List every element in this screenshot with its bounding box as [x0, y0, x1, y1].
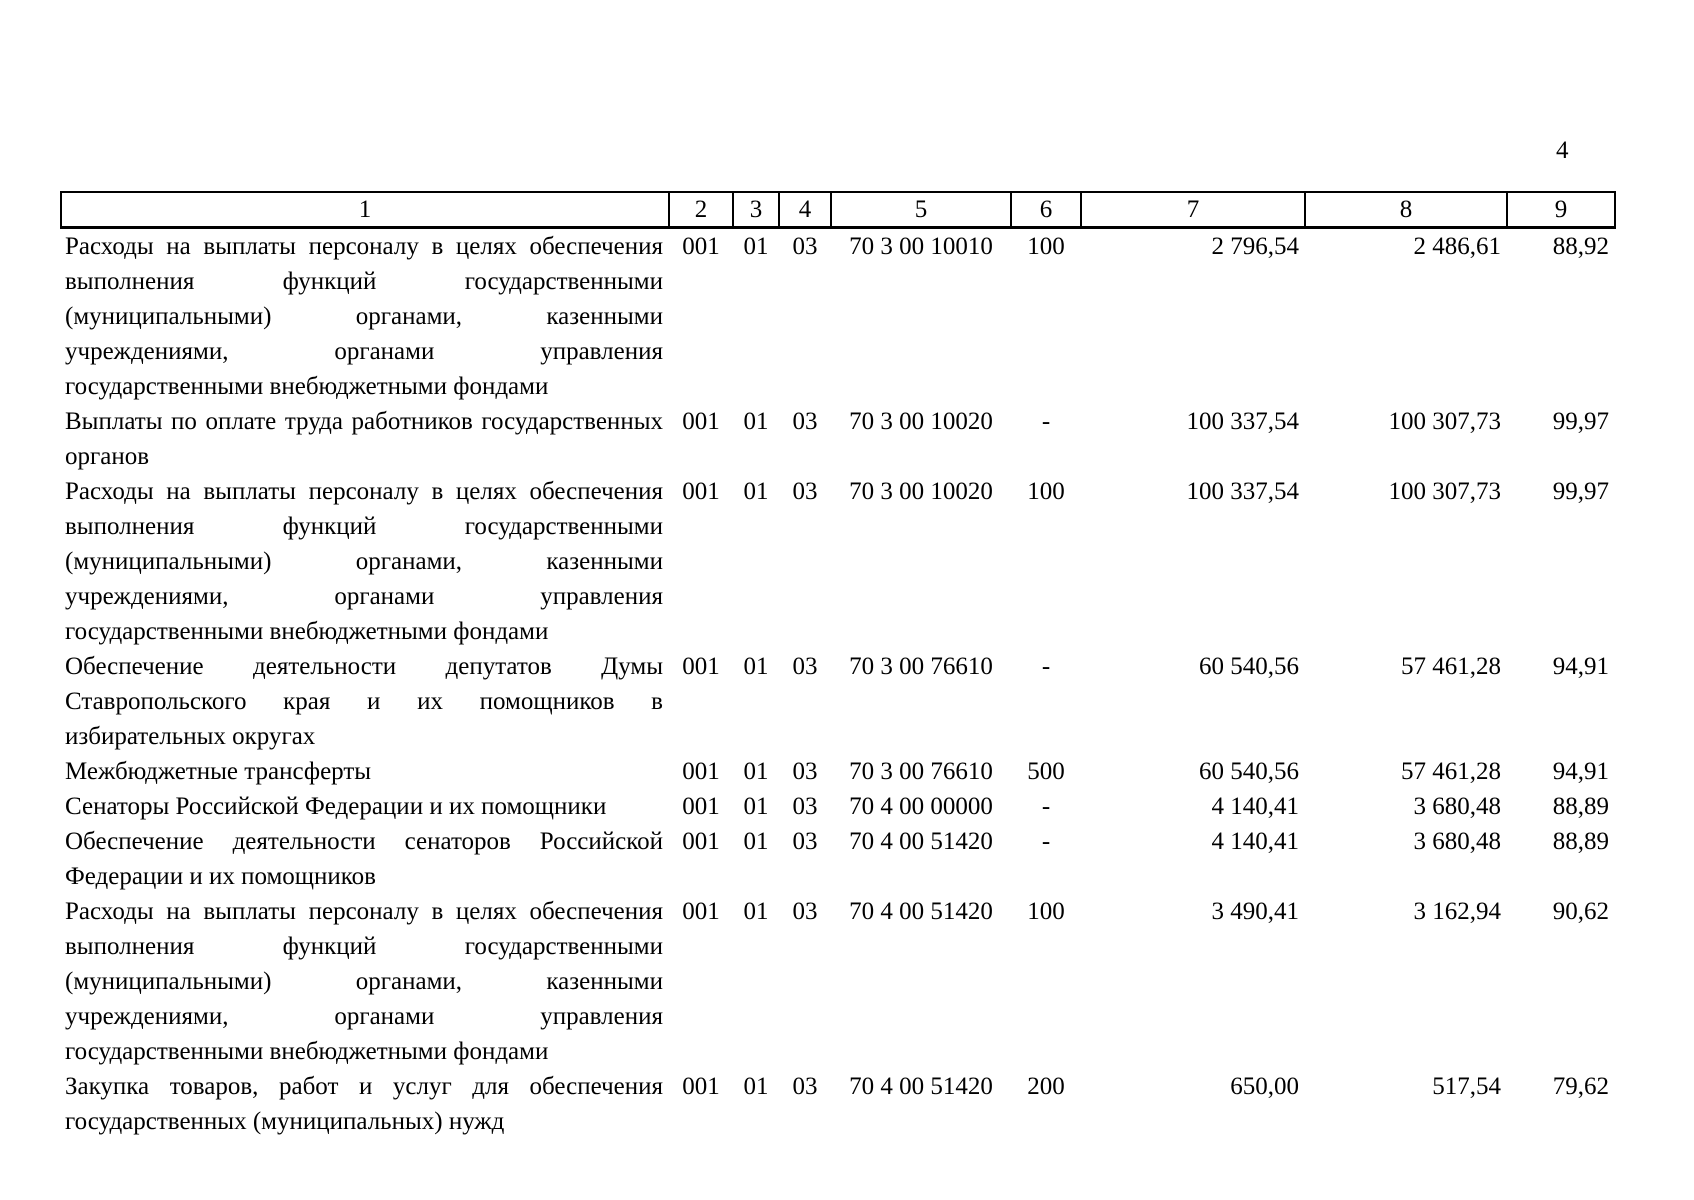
- ministry-code: 001: [682, 478, 720, 505]
- subsection-code: 03: [792, 1073, 818, 1100]
- subsection-code: 03: [792, 793, 818, 820]
- target-article-code: 70 4 00 00000: [849, 793, 993, 820]
- expense-type-code: -: [1041, 408, 1051, 435]
- expense-type-code: 500: [1027, 758, 1065, 785]
- expense-type-code: 200: [1027, 1073, 1065, 1100]
- column-header: 4: [779, 192, 831, 228]
- expense-type-code: 100: [1027, 898, 1065, 925]
- actual-amount: 517,54: [1432, 1073, 1501, 1100]
- target-article-code: 70 3 00 10010: [849, 233, 993, 260]
- table-header: [61, 192, 1615, 228]
- section-code: 01: [743, 408, 769, 435]
- column-header: 5: [831, 192, 1011, 228]
- planned-amount: 3 490,41: [1211, 898, 1299, 925]
- execution-percent: 79,62: [1552, 1073, 1609, 1100]
- subsection-code: 03: [792, 828, 818, 855]
- column-header: 8: [1305, 192, 1507, 228]
- ministry-code: 001: [682, 758, 720, 785]
- execution-percent: 99,97: [1552, 478, 1609, 505]
- planned-amount: 4 140,41: [1211, 828, 1299, 855]
- expense-type-code: -: [1041, 793, 1051, 820]
- planned-amount: 4 140,41: [1211, 793, 1299, 820]
- subsection-code: 03: [792, 653, 818, 680]
- section-code: 01: [743, 478, 769, 505]
- actual-amount: 3 680,48: [1413, 793, 1501, 820]
- actual-amount: 3 162,94: [1413, 898, 1501, 925]
- section-code: 01: [743, 233, 769, 260]
- subsection-code: 03: [792, 758, 818, 785]
- expense-name: Сенаторы Российской Федерации и их помощники: [65, 793, 607, 820]
- ministry-code: 001: [682, 408, 720, 435]
- target-article-code: 70 4 00 51420: [849, 828, 993, 855]
- subsection-code: 03: [792, 233, 818, 260]
- subsection-code: 03: [792, 478, 818, 505]
- target-article-code: 70 3 00 76610: [849, 653, 993, 680]
- ministry-code: 001: [682, 233, 720, 260]
- table-row: [61, 474, 1615, 649]
- actual-amount: 100 307,73: [1388, 478, 1501, 505]
- budget-table: [60, 191, 1616, 1139]
- planned-amount: 100 337,54: [1186, 478, 1299, 505]
- section-code: 01: [743, 758, 769, 785]
- page-number: 4: [1556, 137, 1569, 164]
- execution-percent: 90,62: [1552, 898, 1609, 925]
- planned-amount: 2 796,54: [1211, 233, 1299, 260]
- actual-amount: 57 461,28: [1401, 758, 1501, 785]
- planned-amount: 60 540,56: [1199, 653, 1299, 680]
- ministry-code: 001: [682, 828, 720, 855]
- execution-percent: 88,92: [1552, 233, 1609, 260]
- expense-type-code: 100: [1027, 478, 1065, 505]
- execution-percent: 99,97: [1552, 408, 1609, 435]
- column-header: 2: [669, 192, 733, 228]
- actual-amount: 57 461,28: [1401, 653, 1501, 680]
- section-code: 01: [743, 793, 769, 820]
- ministry-code: 001: [682, 898, 720, 925]
- ministry-code: 001: [682, 653, 720, 680]
- expense-name: Обеспечение деятельности депутатов Думы Ставропольского края и их помощников в избирательных округах: [65, 653, 663, 750]
- ministry-code: 001: [682, 1073, 720, 1100]
- column-number-row: [61, 192, 1615, 228]
- execution-percent: 88,89: [1552, 828, 1609, 855]
- section-code: 01: [743, 653, 769, 680]
- planned-amount: 100 337,54: [1186, 408, 1299, 435]
- expense-name: Расходы на выплаты персоналу в целях обеспечения выполнения функций государственными (муниципальными) органами, казенными учреждениями, органами управления государственными внебюджетными фондами: [65, 898, 663, 1065]
- table-row: [61, 228, 1615, 405]
- column-header: 1: [61, 192, 669, 228]
- expense-name: Обеспечение деятельности сенаторов Российской Федерации и их помощников: [65, 828, 663, 890]
- actual-amount: 3 680,48: [1413, 828, 1501, 855]
- execution-percent: 88,89: [1552, 793, 1609, 820]
- target-article-code: 70 3 00 76610: [849, 758, 993, 785]
- expense-type-code: 100: [1027, 233, 1065, 260]
- execution-percent: 94,91: [1552, 653, 1609, 680]
- subsection-code: 03: [792, 408, 818, 435]
- section-code: 01: [743, 1073, 769, 1100]
- expense-name: Межбюджетные трансферты: [65, 758, 372, 785]
- target-article-code: 70 3 00 10020: [849, 408, 993, 435]
- column-header: 3: [733, 192, 779, 228]
- table-row: [61, 789, 1615, 824]
- actual-amount: 2 486,61: [1413, 233, 1501, 260]
- column-header: 9: [1507, 192, 1615, 228]
- expense-name: Выплаты по оплате труда работников государственных органов: [65, 408, 663, 470]
- expense-name: Расходы на выплаты персоналу в целях обеспечения выполнения функций государственными (муниципальными) органами, казенными учреждениями, органами управления государственными внебюджетными фондами: [65, 478, 663, 645]
- table-body: [61, 228, 1615, 1140]
- table-row: [61, 754, 1615, 789]
- planned-amount: 60 540,56: [1199, 758, 1299, 785]
- section-code: 01: [743, 828, 769, 855]
- expense-type-code: -: [1041, 828, 1051, 855]
- table-row: [61, 894, 1615, 1069]
- table-row: [61, 1069, 1615, 1139]
- column-header: 6: [1011, 192, 1081, 228]
- target-article-code: 70 4 00 51420: [849, 898, 993, 925]
- execution-percent: 94,91: [1552, 758, 1609, 785]
- table-row: [61, 404, 1615, 474]
- target-article-code: 70 4 00 51420: [849, 1073, 993, 1100]
- expense-type-code: -: [1041, 653, 1051, 680]
- table-row: [61, 824, 1615, 894]
- column-header: 7: [1081, 192, 1305, 228]
- table-row: [61, 649, 1615, 754]
- target-article-code: 70 3 00 10020: [849, 478, 993, 505]
- section-code: 01: [743, 898, 769, 925]
- planned-amount: 650,00: [1230, 1073, 1299, 1100]
- expense-name: Расходы на выплаты персоналу в целях обеспечения выполнения функций государственными (муниципальными) органами, казенными учреждениями, органами управления государственными внебюджетными фондами: [65, 233, 663, 400]
- ministry-code: 001: [682, 793, 720, 820]
- actual-amount: 100 307,73: [1388, 408, 1501, 435]
- subsection-code: 03: [792, 898, 818, 925]
- expense-name: Закупка товаров, работ и услуг для обеспечения государственных (муниципальных) нужд: [65, 1073, 663, 1135]
